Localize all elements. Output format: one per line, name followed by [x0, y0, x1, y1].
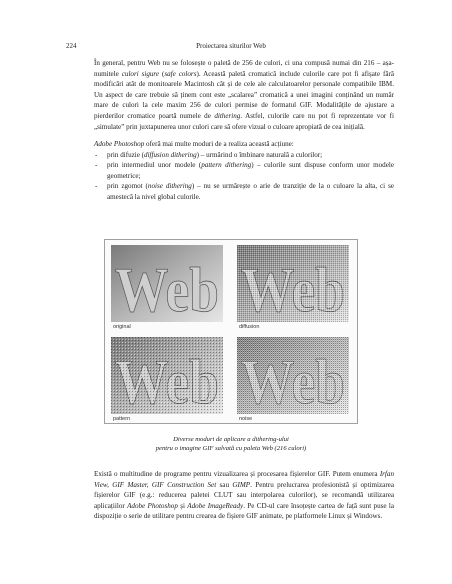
dither-texture	[237, 337, 349, 414]
web-image-original	[111, 245, 223, 325]
panel-noise	[237, 337, 349, 414]
panel-original	[111, 245, 223, 325]
panel-diffusion	[237, 245, 349, 322]
page-number: 224	[66, 42, 77, 50]
panel-label-original: original	[113, 324, 131, 330]
caption-line-2: pentru o imagine GIF salvată cu paleta Web (216 culori)	[155, 445, 307, 452]
paragraph-photoshop-modes	[94, 139, 394, 203]
caption-line-1: Diverse moduri de aplicare a dithering-ului	[173, 436, 289, 443]
panel-label-pattern: pattern	[113, 416, 131, 422]
dithering-list	[94, 150, 394, 203]
running-title: Proiectarea siturilor Web	[196, 42, 266, 50]
web-image-noise	[237, 337, 349, 414]
paragraph-gif-tools	[94, 469, 394, 522]
list-item: - prin zgomot (noise dithering) – nu se urmărește o arie de tranziție de la o culoare la alta, ci se amestecă la nivel global culorile.	[94, 181, 394, 202]
paragraph-palette	[94, 58, 394, 132]
dithering-figure	[104, 239, 358, 424]
dither-texture	[111, 337, 223, 414]
running-header	[66, 41, 396, 52]
paragraph-intro: Adobe Photoshop oferă mai multe moduri de a realiza această acțiune:	[94, 140, 294, 148]
paragraph-text: Există o multitudine de programe pentru vizualizarea și procesarea fișierelor GIF. Putem enumera Irfan View, GIF Master, GIF Construction Set sau GIMP. Pentru prelucrarea profesionistă și optimizarea fișierelor GIF (e.g.: reducerea paletei CLUT sau interpolarea culorilor), se recomandă utilizarea aplicațiilor Adobe Photoshop și Adobe ImageReady. Pe CD-ul care însoțește cartea de față sunt puse la dispoziție o serie de utilitare pentru crearea de fișiere GIF animate, pe platformele Linux și Windows.	[94, 470, 394, 521]
paragraph-text: În general, pentru Web nu se folosește o paletă de 256 de culori, ci una compusă numai din 216 – așa-numitele culori sigure (safe colors). Această paletă cromatică include culorile care pot fi afișate fără modificări atât de monitoarele Macintosh cât și de cele ale calculatoarelor personale compatibile IBM. Un aspect de care trebuie să ținem cont este „scalarea” cromatică a unei imagini conținând un număr mare de culori la cele maxim 256 de culori permise de formatul GIF. Modalitățile de ajustare a pierderilor cromatice poartă numele de dithering. Astfel, culorile care nu pot fi reprezentate vor fi „simulate” prin juxtapunerea unor culori care să ofere vizual o culoare apropiată de cea inițială.	[94, 59, 395, 131]
web-lettering: Web	[115, 254, 219, 325]
figure-caption	[104, 435, 358, 453]
web-image-pattern	[111, 337, 223, 414]
web-image-diffusion	[237, 245, 349, 322]
panel-pattern	[111, 337, 223, 414]
panel-label-diffusion: diffusion	[239, 324, 260, 330]
list-item: - prin intermediul unor modele (pattern dithering) – culorile sunt dispuse conform unor modele geometrice;	[94, 160, 394, 181]
list-item: - prin difuzie (diffusion dithering) – urmărind o îmbinare naturală a culorilor;	[94, 150, 394, 161]
dither-texture	[237, 245, 349, 322]
panel-label-noise: noise	[239, 416, 253, 422]
